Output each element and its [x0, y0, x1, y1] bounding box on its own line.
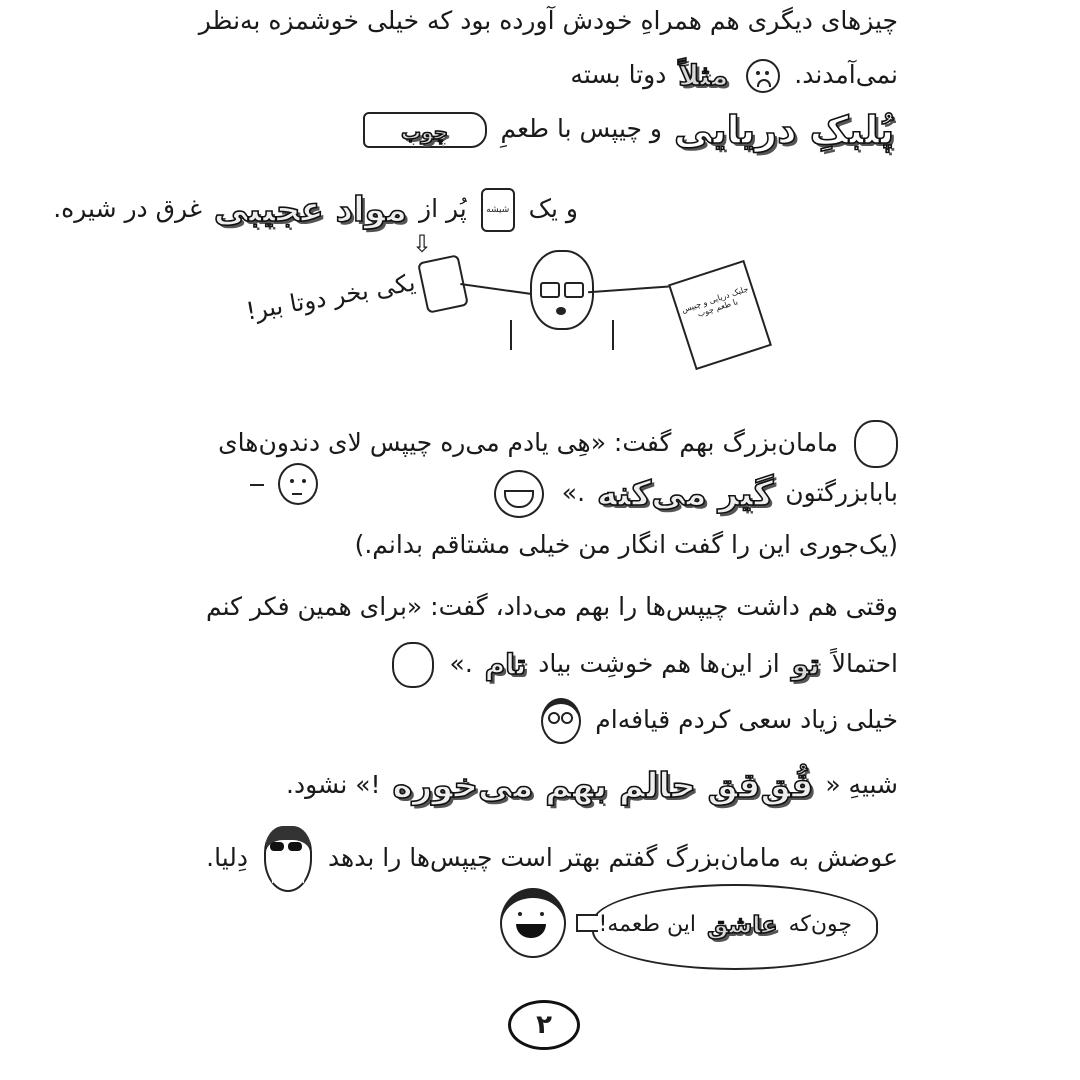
happy-boy-icon — [500, 888, 566, 958]
boy-face-icon — [278, 463, 318, 505]
text-line-1: چیزهای دیگری هم همراهِ خودش آورده بود که خیلی خوشمزه به‌نظر — [198, 6, 898, 35]
deco-word-weird-stuff: مواد عجیبی — [213, 190, 408, 230]
text-line-4 — [53, 188, 578, 232]
delia-sunglasses-icon — [264, 826, 312, 892]
deco-word-seaweed: پُلبکِ دریایی — [673, 108, 894, 152]
text: .» — [561, 478, 586, 507]
grandma-speech: یکی بخر دوتا ببر! — [243, 268, 418, 326]
text: از این‌ها هم خوشِت بیاد — [538, 649, 780, 678]
page-number: ۲ — [508, 1000, 580, 1050]
bubble-tail — [576, 914, 598, 932]
text: این طعمه! — [598, 912, 696, 937]
text: بابابزرگتون — [785, 478, 898, 507]
deco-word-gets-stuck: گیر می‌کنه — [596, 474, 774, 514]
text: غرق در شیره. — [53, 194, 202, 223]
jar-icon: شیشه — [481, 188, 515, 232]
grandma-face-icon — [530, 250, 594, 330]
text: دوتا بسته — [570, 60, 667, 89]
text: خیلی زیاد سعی کردم قیافه‌ام — [595, 705, 898, 734]
text-line-8: وقتی هم داشت چیپس‌ها را بهم می‌داد، گفت: «برای همین فکر کنم — [205, 592, 898, 621]
text: دِلیا. — [206, 843, 249, 872]
deco-word-wood: چوب — [401, 120, 449, 144]
log-icon — [363, 112, 487, 148]
text: !» نشود. — [286, 770, 381, 799]
deco-phrase-disgusted: قُق‌قق حالم بهم می‌خوره — [392, 766, 814, 806]
text-line-12 — [206, 826, 898, 892]
text: شبیهِ « — [825, 770, 898, 799]
text-line-9 — [392, 642, 898, 688]
grinning-grandpa-icon — [494, 470, 544, 518]
speech-bubble-text — [599, 908, 852, 942]
deco-word-tom: تام — [484, 648, 527, 681]
sad-face-icon — [746, 59, 780, 93]
chips-bag-icon: جلبک دریایی و چیپس با طعم چوب — [668, 260, 772, 370]
text: نمی‌آمدند. — [794, 60, 898, 89]
body-line-left — [510, 320, 512, 350]
text: و یک — [528, 194, 578, 223]
arrow-down-icon: ⇩ — [412, 230, 433, 258]
arm-left — [460, 283, 532, 295]
text: احتمالاً — [831, 649, 898, 678]
deco-word-masalan: مثلاً — [678, 59, 729, 92]
text-line-6 — [484, 470, 898, 518]
grandma-side-icon — [392, 642, 434, 688]
dash-mark — [250, 484, 264, 486]
text: چون‌که — [788, 912, 852, 937]
text-line-2 — [570, 58, 898, 93]
text: مامان‌بزرگ بهم گفت: «هِی یادم می‌ره چیپس لای دندون‌های — [218, 428, 839, 457]
text: پُر از — [419, 194, 467, 223]
text-line-10 — [541, 698, 898, 744]
grimacing-boy-icon — [541, 698, 581, 744]
text-line-3 — [363, 108, 898, 152]
deco-word-you: تو — [791, 648, 820, 681]
grandma-illustration — [400, 230, 790, 390]
text: و چیپس با طعمِ — [500, 114, 662, 143]
deco-word-love: عاشق — [706, 911, 778, 939]
text-line-7: (یک‌جوری این را گفت انگار من خیلی مشتاقم بدانم.) — [354, 530, 898, 559]
text: .» — [449, 649, 473, 678]
text-line-5 — [218, 420, 898, 468]
text: عوضش به مامان‌بزرگ گفتم بهتر است چیپس‌ها را بدهد — [327, 843, 898, 872]
text-line-11 — [286, 766, 898, 806]
arm-right — [588, 285, 680, 293]
body-line-right — [612, 320, 614, 350]
grandma-small-icon — [854, 420, 898, 468]
